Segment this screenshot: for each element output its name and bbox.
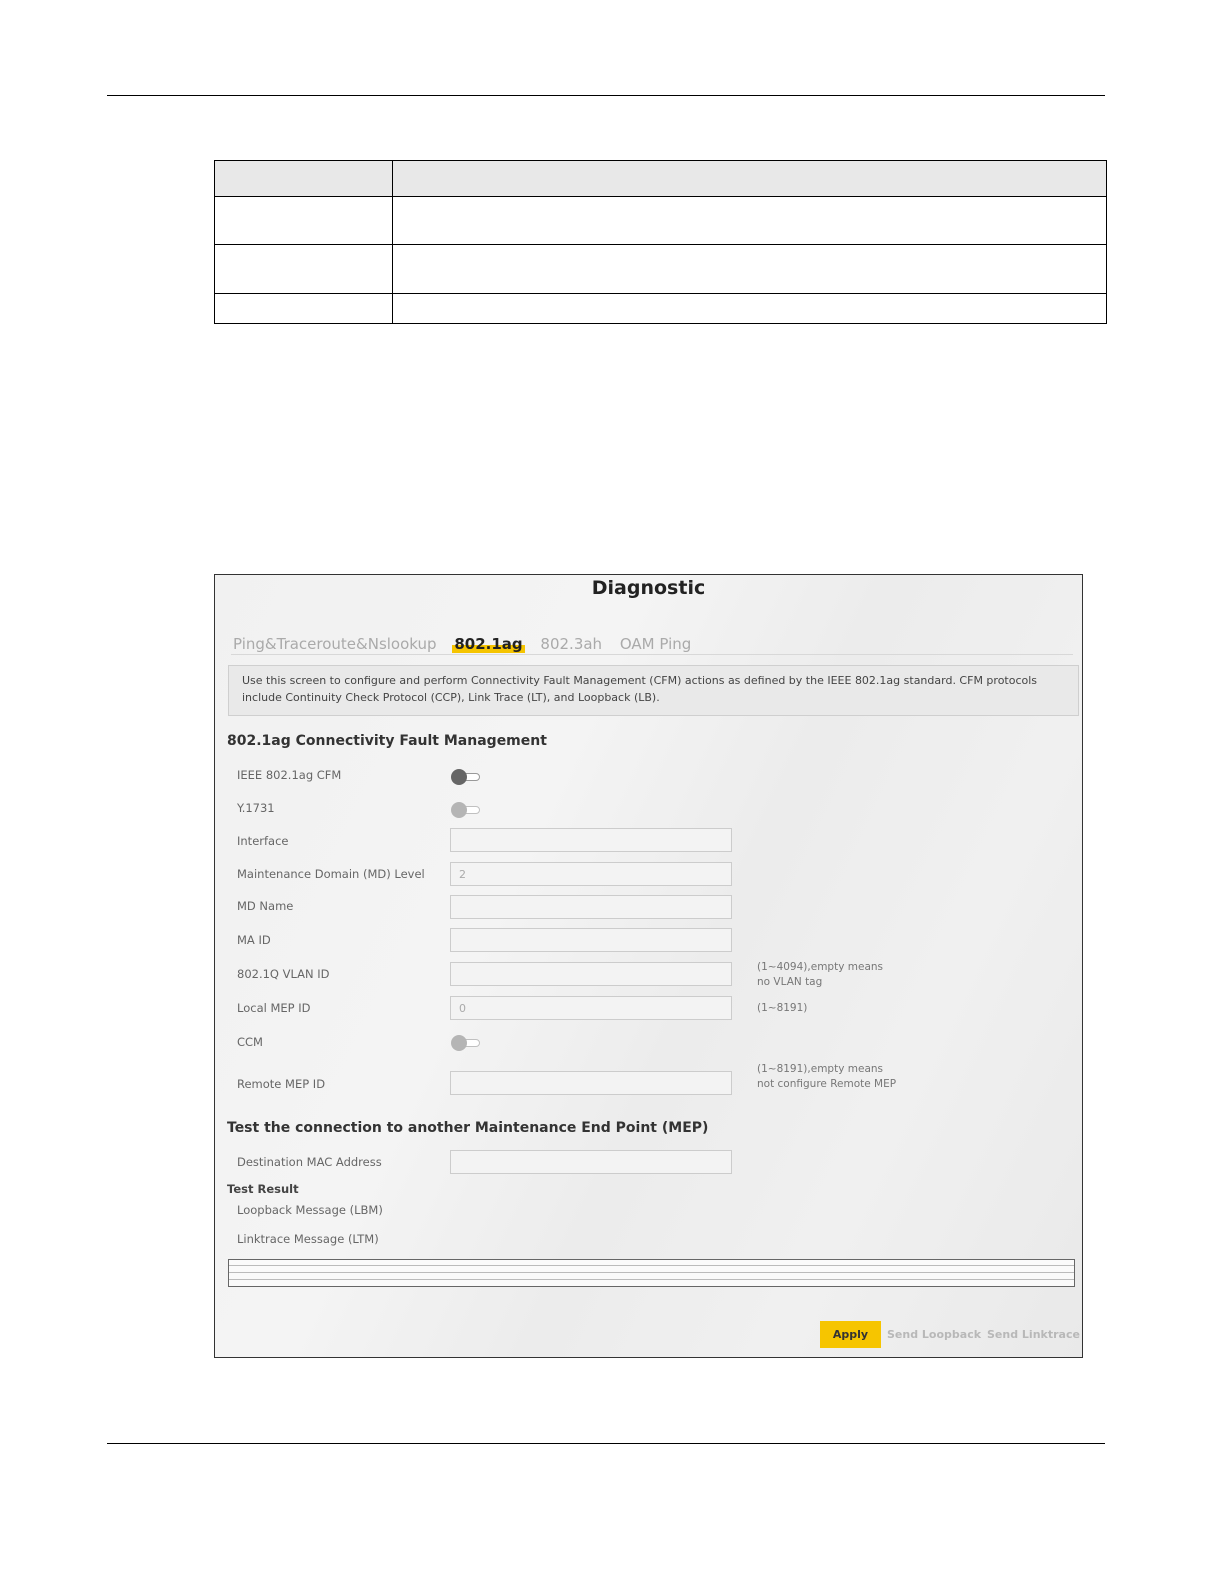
tab-oam-ping[interactable]: OAM Ping xyxy=(619,635,692,653)
test-result-heading: Test Result xyxy=(227,1182,299,1196)
doc-table-row xyxy=(215,294,1107,324)
tab-underline xyxy=(231,654,1073,655)
local-mep-id-field[interactable] xyxy=(450,996,732,1020)
result-line xyxy=(229,1279,1074,1280)
tab-ping-traceroute-nslookup[interactable]: Ping&Traceroute&Nslookup xyxy=(233,635,437,653)
vlan-id-field[interactable] xyxy=(450,962,732,986)
remote-mep-id-hint: (1~8191),empty means not configure Remote MEP xyxy=(757,1063,897,1090)
result-line xyxy=(229,1265,1074,1266)
send-linktrace-button[interactable]: Send Linktrace xyxy=(987,1328,1080,1341)
ma-id-label: MA ID xyxy=(237,933,271,947)
page-header-rule xyxy=(107,95,1105,96)
info-box: Use this screen to configure and perform Connectivity Fault Management (CFM) actions as defined by the IEEE 802.1ag standard. CFM protocols include Continuity Check Protocol (CCP), Link Trace (LT), and Loopback (LB). xyxy=(228,665,1079,716)
ma-id-field[interactable] xyxy=(450,928,732,952)
ltm-label: Linktrace Message (LTM) xyxy=(237,1232,379,1246)
local-mep-id-label: Local MEP ID xyxy=(237,1001,311,1015)
apply-button[interactable]: Apply xyxy=(820,1321,881,1348)
remote-mep-id-field[interactable] xyxy=(450,1071,732,1095)
ieee-cfm-label: IEEE 802.1ag CFM xyxy=(237,768,342,782)
tab-802-1ag[interactable]: 802.1ag xyxy=(454,635,523,653)
y1731-toggle[interactable] xyxy=(451,802,481,816)
toggle-knob xyxy=(451,1035,467,1051)
vlan-id-label: 802.1Q VLAN ID xyxy=(237,967,330,981)
tab-bar xyxy=(231,635,702,653)
interface-field[interactable] xyxy=(450,828,732,852)
diagnostic-screenshot xyxy=(214,574,1083,1358)
ccm-toggle[interactable] xyxy=(451,1035,481,1049)
md-level-label: Maintenance Domain (MD) Level xyxy=(237,867,425,881)
md-name-field[interactable] xyxy=(450,895,732,919)
doc-table-row xyxy=(215,197,1107,245)
toggle-knob xyxy=(451,802,467,818)
local-mep-id-hint: (1~8191) xyxy=(757,1002,808,1014)
dest-mac-label: Destination MAC Address xyxy=(237,1155,382,1169)
md-level-field[interactable] xyxy=(450,862,732,886)
test-section-title: Test the connection to another Maintenance End Point (MEP) xyxy=(227,1120,709,1136)
toggle-knob xyxy=(451,769,467,785)
doc-table-row xyxy=(215,245,1107,294)
tab-802-3ah[interactable]: 802.3ah xyxy=(540,635,603,653)
dest-mac-field[interactable] xyxy=(450,1150,732,1174)
md-name-label: MD Name xyxy=(237,899,294,913)
page-title: Diagnostic xyxy=(591,577,706,599)
vlan-id-hint: (1~4094),empty means no VLAN tag xyxy=(757,961,883,988)
test-result-box xyxy=(228,1259,1075,1287)
send-loopback-button[interactable]: Send Loopback xyxy=(887,1328,982,1341)
interface-label: Interface xyxy=(237,834,289,848)
doc-table-header-row xyxy=(215,161,1107,197)
ccm-label: CCM xyxy=(237,1035,263,1049)
remote-mep-id-label: Remote MEP ID xyxy=(237,1077,326,1091)
lbm-label: Loopback Message (LBM) xyxy=(237,1203,383,1217)
ieee-cfm-toggle[interactable] xyxy=(451,769,481,783)
result-line xyxy=(229,1272,1074,1273)
y1731-label: Y.1731 xyxy=(237,801,275,815)
doc-table xyxy=(214,160,1107,324)
cfm-section-title: 802.1ag Connectivity Fault Management xyxy=(227,733,547,749)
page-footer-rule xyxy=(107,1443,1105,1444)
